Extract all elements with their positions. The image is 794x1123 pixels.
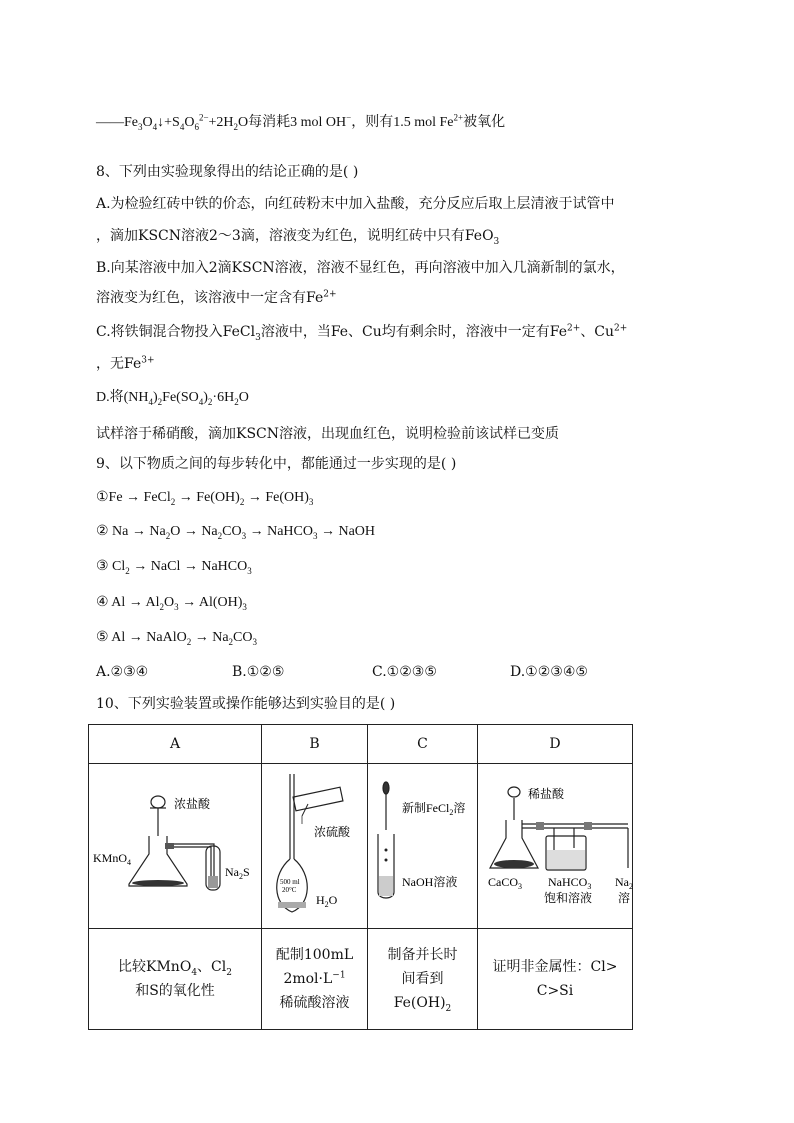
d-acid-label: 稀盐酸 xyxy=(528,787,565,801)
d-nahco3-text: NaHCO xyxy=(548,875,588,889)
consume-text: 每消耗3 mol OH xyxy=(248,115,347,130)
header-b: B xyxy=(262,725,368,764)
q8-a2-text: ，滴加KSCN溶液2～3滴，溶液变为红色，说明红砖中只有Fe xyxy=(96,228,483,244)
a-na2s-text: Na xyxy=(225,865,239,879)
purpose-d xyxy=(478,929,633,1030)
q8-c1a: C.将铁铜混合物投入FeCl xyxy=(96,324,256,340)
purpose-b xyxy=(262,929,368,1030)
purpose-b2: 2mol·L xyxy=(283,971,333,987)
purpose-c-line3: $Fe(OH)_2$ xyxy=(393,995,452,1014)
apparatus-a-diagram xyxy=(89,764,262,924)
c-naoh-label: NaOH溶液 xyxy=(402,875,458,889)
header-a: A xyxy=(89,725,262,764)
b-water-text: H xyxy=(316,893,325,907)
q9-option-c: C.①②③⑤ xyxy=(372,664,437,680)
purpose-a2: 、Cl xyxy=(197,959,227,975)
q8-option-b-line1: B.向某溶液中加入2滴KSCN溶液，溶液不显红色，再向溶液中加入几滴新制的氯水， xyxy=(96,260,625,276)
header-c: C xyxy=(368,725,478,764)
purpose-b-line3: 稀硫酸溶液 xyxy=(279,995,350,1011)
q8-option-c-line1: C.将铁铜混合物投入FeCl$_3$溶液中，当Fe、Cu均有剩余时，溶液中一定有$Fe^{2+}$、$Cu^{2+}$ xyxy=(96,323,628,343)
d-saturated-label: 饱和溶液 xyxy=(544,891,593,905)
purpose-a-line2: 和S的氧化性 xyxy=(135,983,215,999)
q8-d1: D.将(NH xyxy=(96,390,149,405)
d-nahco3-label: NaHCO$_3$ xyxy=(548,875,592,891)
b-volume-label: 500 ml xyxy=(280,878,300,886)
q8-option-d-line2: 试样溶于稀硝酸，滴加KSCN溶液，出现血红色，说明检验前该试样已变质 xyxy=(96,426,560,442)
equation-continuation: $——Fe_3O_4↓+S_4O_6^{2-}+2H_2O$每消耗3 mol OH−，则有1.5 mol $Fe^{2+}$被氧化 xyxy=(96,112,506,132)
purpose-a xyxy=(89,929,262,1030)
apparatus-d-diagram xyxy=(478,764,633,924)
q9-item-1: ①Fe → FeCl$_2$ → $Fe(OH)_2 \to Fe(OH)_3$ xyxy=(96,490,314,507)
d-na2-label: $Na_2$ xyxy=(615,875,633,891)
purpose-b-line2: $2mol\cdot L^{-1}$ xyxy=(283,970,346,987)
d-na2-text: Na xyxy=(615,875,629,889)
purpose-c xyxy=(368,929,478,1030)
q9-item-2: ② $Na \to Na_2O \to Na_2CO_3$ → NaHCO$_3$ → NaOH xyxy=(96,524,376,541)
q10-title: 10、下列实验装置或操作能够达到实验目的是( ) xyxy=(96,696,396,712)
a-kmno4-label: KMnO$_4$ xyxy=(93,851,132,867)
apparatus-c-diagram xyxy=(368,764,478,924)
q9-option-a: A.②③④ xyxy=(96,664,149,680)
purpose-c-line2: 间看到 xyxy=(401,971,444,987)
d-caco3-label: CaCO$_3$ xyxy=(488,875,522,891)
apparatus-a xyxy=(89,764,262,929)
q10-table xyxy=(88,724,633,1030)
purpose-d-line1: 证明非金属性：Cl> xyxy=(492,959,618,975)
q9-option-d: D.①②③④⑤ xyxy=(510,664,588,680)
q8-b2-text: 溶液变为红色，该溶液中一定含有Fe xyxy=(96,290,324,306)
oxidized-tail: 被氧化 xyxy=(463,115,506,130)
apparatus-d xyxy=(478,764,633,929)
q9-item-3: ③ $Cl_2$ → NaCl → NaHCO$_3$ xyxy=(96,559,252,576)
apparatus-b-diagram xyxy=(262,764,368,924)
d-caco3-text: CaCO xyxy=(488,875,518,889)
q8-c1c: 、Cu xyxy=(580,324,615,340)
purpose-a-line1: 比较KMnO$_4$、$Cl_2$ xyxy=(118,959,232,978)
equation-dash: —— xyxy=(96,115,124,130)
b-water-label: $H_2O$ xyxy=(316,893,338,909)
purpose-a1: 比较KMnO xyxy=(118,959,192,975)
purpose-c3: Fe(OH) xyxy=(393,995,446,1011)
q8-option-d-line1: D.将$(NH_4)_2Fe(SO_4)_2\cdot 6H_2O$ xyxy=(96,390,249,407)
a-na2s-label: $Na_2S$ xyxy=(225,865,250,881)
q9-item-4: ④ $Al \to Al_2O_3 \to Al(OH)_3$ xyxy=(96,595,247,612)
q9-title: 9、以下物质之间的每步转化中，都能通过一步实现的是( ) xyxy=(96,456,457,472)
b-temp-label: 20°C xyxy=(282,886,297,894)
purpose-d-line2: C>Si xyxy=(536,983,574,999)
purpose-b-line1: 配制100mL xyxy=(275,947,354,963)
b-acid-label: 浓硫酸 xyxy=(314,825,351,839)
q9-item-5: ⑤ Al → NaAlO$_2$ → $Na_2CO_3$ xyxy=(96,630,257,647)
purpose-c-line1: 制备并长时 xyxy=(387,947,458,963)
q8-title: 8、下列由实验现象得出的结论正确的是( ) xyxy=(96,164,359,180)
q8-option-c-line2: ，无$Fe^{3+}$ xyxy=(96,355,155,372)
q8-c1b: 溶液中，当Fe、Cu均有剩余时，溶液中一定有Fe xyxy=(260,324,568,340)
q8-option-a-line2: ，滴加KSCN溶液2～3滴，溶液变为红色，说明红砖中只有FeO$_3$ xyxy=(96,228,500,247)
apparatus-c xyxy=(368,764,478,929)
q8-option-b-line2: 溶液变为红色，该溶液中一定含有$Fe^{2+}$ xyxy=(96,289,337,306)
a-acid-label: 浓盐酸 xyxy=(174,797,211,811)
c-fecl-label: 新制FeCl$_2$溶 xyxy=(402,801,466,817)
q8-c2: ，无Fe xyxy=(96,356,142,372)
d-rong-label: 溶 xyxy=(618,891,631,905)
a-kmno4-text: KMnO xyxy=(93,851,128,865)
oxidized-text: ，则有1.5 mol Fe xyxy=(351,115,454,130)
q9-option-b: B.①②⑤ xyxy=(232,664,285,680)
c-fecl-text: 新制FeCl xyxy=(402,801,450,815)
q8-option-a-line1: A.为检验红砖中铁的价态，向红砖粉末中加入盐酸，充分反应后取上层清液于试管中 xyxy=(96,196,615,212)
apparatus-b xyxy=(262,764,368,929)
header-d: D xyxy=(478,725,633,764)
